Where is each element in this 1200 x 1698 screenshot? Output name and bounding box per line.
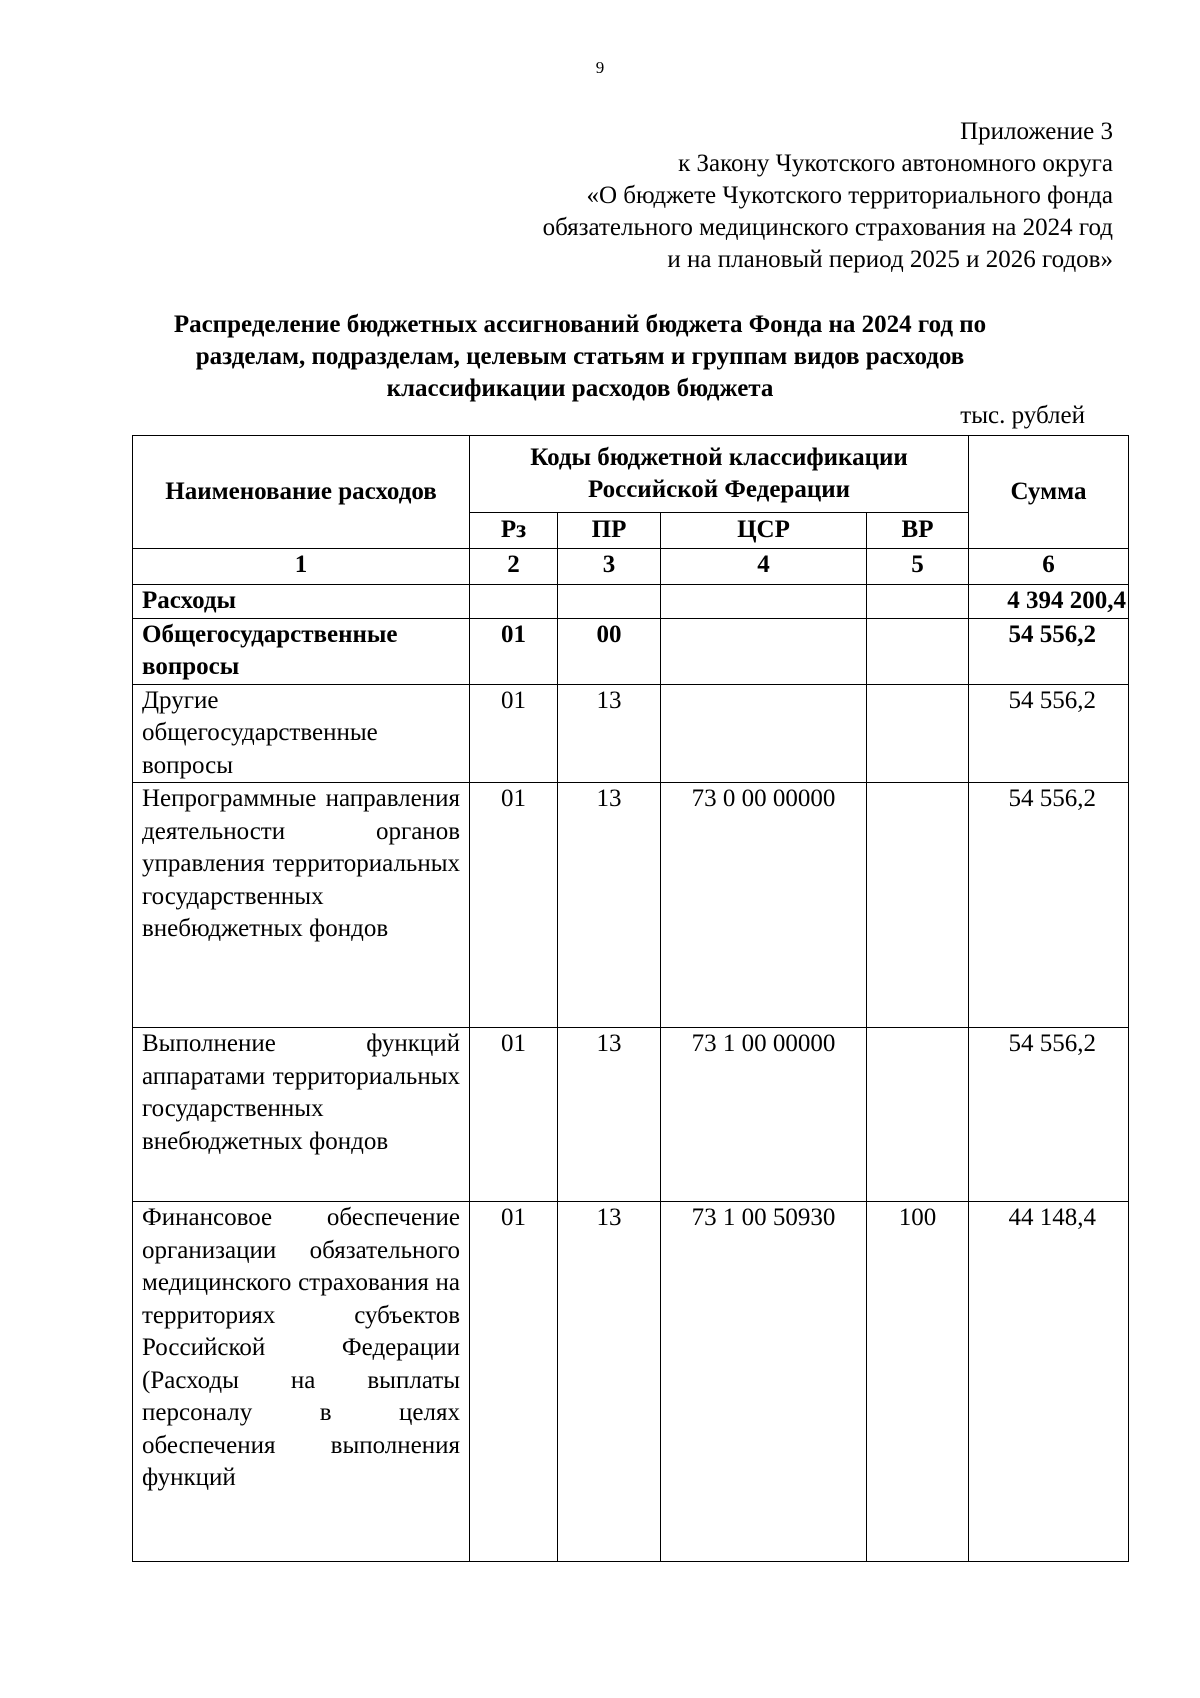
table-row [133, 618, 1129, 684]
row-rz [470, 585, 558, 619]
row-pr: 13 [558, 1202, 661, 1562]
document-title [130, 309, 1030, 405]
budget-table [132, 435, 1129, 1562]
row-name: Финансовое обеспечение организации обязательного медицинского страхования на территориях субъектов Российской Федерации (Расходы на выплаты персоналу в целях обеспечения выполнения функций [133, 1202, 470, 1562]
units-label: тыс. рублей [960, 402, 1085, 429]
subheader-pr: ПР [558, 513, 661, 549]
header-codes: Коды бюджетной классификации Российской Федерации [470, 436, 969, 513]
title-line: Распределение бюджетных ассигнований бюджета Фонда на 2024 год по [173, 311, 987, 338]
row-csr: 73 1 00 00000 [661, 1028, 867, 1202]
column-number: 1 [133, 549, 470, 585]
subheader-vr: ВР [867, 513, 969, 549]
row-rz: 01 [470, 1202, 558, 1562]
row-pr [558, 585, 661, 619]
row-sum: 54 556,2 [969, 783, 1129, 1028]
column-number: 6 [969, 549, 1129, 585]
row-rz: 01 [470, 618, 558, 684]
row-name: Общегосударственные вопросы [133, 618, 470, 684]
row-csr [661, 618, 867, 684]
page-number: 9 [595, 58, 605, 77]
column-number: 2 [470, 549, 558, 585]
row-csr: 73 1 00 50930 [661, 1202, 867, 1562]
row-vr [867, 783, 969, 1028]
column-number: 3 [558, 549, 661, 585]
row-sum: 54 556,2 [969, 684, 1129, 783]
row-name: Другие общегосударственные вопросы [133, 684, 470, 783]
row-rz: 01 [470, 684, 558, 783]
row-csr [661, 684, 867, 783]
table-row [133, 684, 1129, 783]
row-csr [661, 585, 867, 619]
row-rz: 01 [470, 1028, 558, 1202]
appendix-line: «О бюджете Чукотского территориального фонда [586, 182, 1113, 209]
title-line: разделам, подразделам, целевым статьям и группам видов расходов [195, 343, 965, 370]
row-pr: 13 [558, 783, 661, 1028]
row-pr: 13 [558, 1028, 661, 1202]
column-number: 5 [867, 549, 969, 585]
appendix-line: и на плановый период 2025 и 2026 годов» [667, 246, 1113, 273]
row-name: Расходы [133, 585, 470, 619]
row-rz: 01 [470, 783, 558, 1028]
appendix-reference [543, 116, 1113, 276]
row-vr [867, 684, 969, 783]
row-pr: 13 [558, 684, 661, 783]
row-pr: 00 [558, 618, 661, 684]
header-sum: Сумма [969, 436, 1129, 549]
header-row [133, 436, 1129, 513]
row-vr [867, 585, 969, 619]
appendix-line: к Закону Чукотского автономного округа [678, 150, 1113, 177]
table-row [133, 1202, 1129, 1562]
row-name: Непрограммные направления деятельности органов управления территориальных государственных внебюджетных фондов [133, 783, 470, 1028]
appendix-line: Приложение 3 [960, 118, 1113, 145]
column-number-row [133, 549, 1129, 585]
subheader-rz: Рз [470, 513, 558, 549]
row-vr [867, 1028, 969, 1202]
row-vr [867, 618, 969, 684]
row-name: Выполнение функций аппаратами территориальных государственных внебюджетных фондов [133, 1028, 470, 1202]
appendix-line: обязательного медицинского страхования на 2024 год [542, 214, 1113, 241]
row-sum: 54 556,2 [969, 1028, 1129, 1202]
row-vr: 100 [867, 1202, 969, 1562]
subheader-csr: ЦСР [661, 513, 867, 549]
title-line: классификации расходов бюджета [386, 375, 774, 402]
header-name: Наименование расходов [133, 436, 470, 549]
table-row [133, 783, 1129, 1028]
row-csr: 73 0 00 00000 [661, 783, 867, 1028]
table-row [133, 585, 1129, 619]
row-sum: 54 556,2 [969, 618, 1129, 684]
row-sum: 4 394 200,4 [969, 585, 1129, 619]
column-number: 4 [661, 549, 867, 585]
row-sum: 44 148,4 [969, 1202, 1129, 1562]
table-row [133, 1028, 1129, 1202]
